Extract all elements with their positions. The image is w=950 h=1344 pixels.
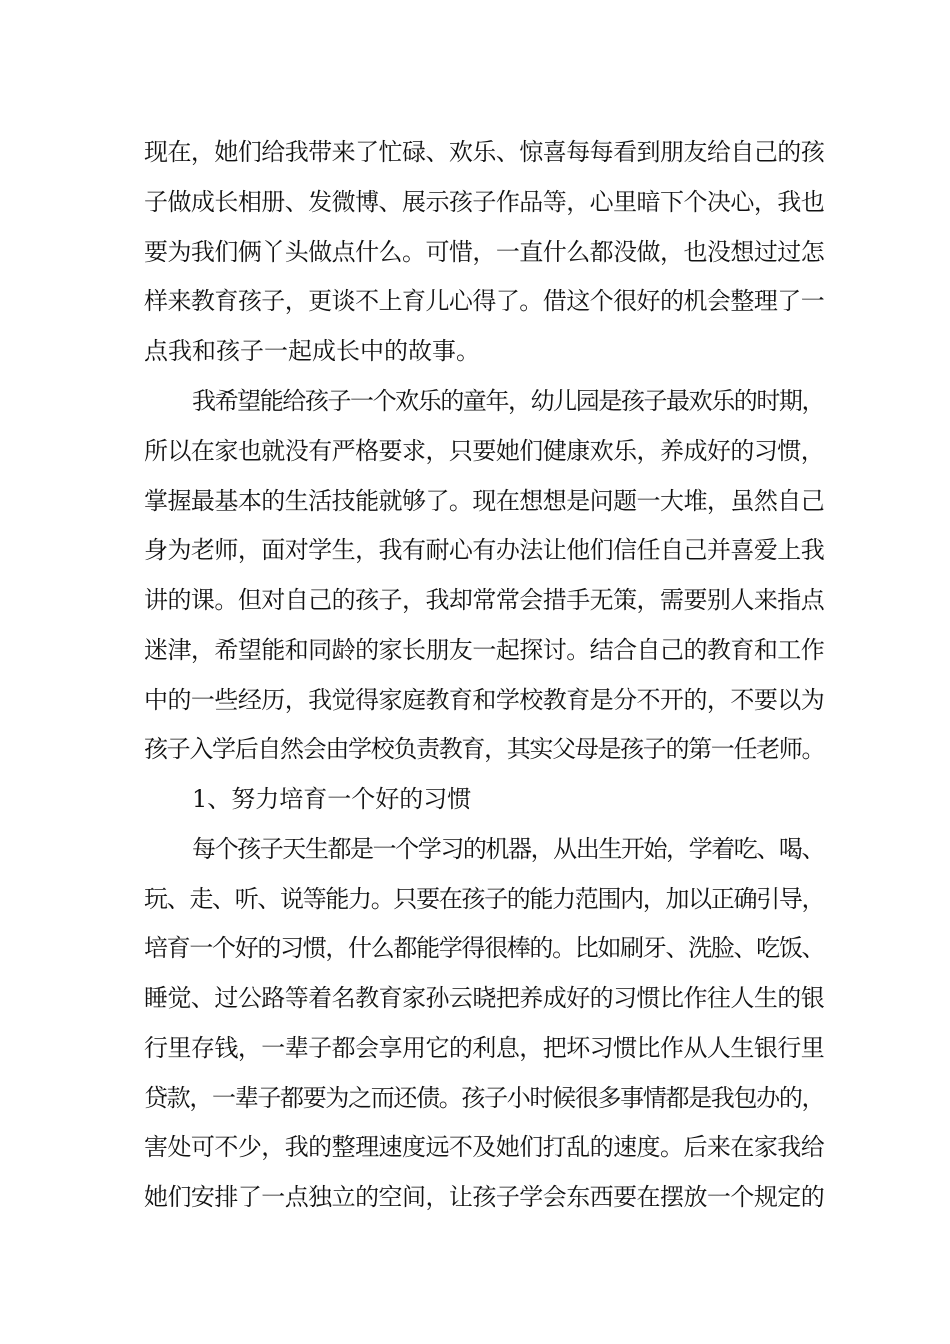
text-line: 掌握最基本的生活技能就够了。现在想想是问题一大堆，虽然自己 xyxy=(144,487,824,515)
text-line: 样来教育孩子，更谈不上育儿心得了。借这个很好的机会整理了一 xyxy=(144,287,824,315)
text-line: 睡觉、过公路等着名教育家孙云晓把养成好的习惯比作往人生的银 xyxy=(144,984,824,1012)
text-line: 贷款，一辈子都要为之而还债。孩子小时候很多事情都是我包办的， xyxy=(144,1084,824,1112)
text-line: 现在，她们给我带来了忙碌、欢乐、惊喜每每看到朋友给自己的孩 xyxy=(144,138,824,166)
paragraph-first-line: 我希望能给孩子一个欢乐的童年，幼儿园是孩子最欢乐的时期， xyxy=(192,387,824,415)
paragraph-first-line: 每个孩子天生都是一个学习的机器，从出生开始，学着吃、喝、 xyxy=(192,835,824,863)
text-line: 所以在家也就没有严格要求，只要她们健康欢乐，养成好的习惯， xyxy=(144,437,824,465)
text-line: 中的一些经历，我觉得家庭教育和学校教育是分不开的，不要以为 xyxy=(144,686,824,714)
text-line: 她们安排了一点独立的空间，让孩子学会东西要在摆放一个规定的 xyxy=(144,1183,824,1211)
text-line: 害处可不少，我的整理速度远不及她们打乱的速度。后来在家我给 xyxy=(144,1133,824,1161)
text-line: 培育一个好的习惯，什么都能学得很棒的。比如刷牙、洗脸、吃饭、 xyxy=(144,934,824,962)
text-line: 子做成长相册、发微博、展示孩子作品等，心里暗下个决心，我也 xyxy=(144,188,824,216)
text-line: 讲的课。但对自己的孩子，我却常常会措手无策，需要别人来指点 xyxy=(144,586,824,614)
section-heading: 1、努力培育一个好的习惯 xyxy=(192,785,472,813)
text-line: 身为老师，面对学生，我有耐心有办法让他们信任自己并喜爱上我 xyxy=(144,536,824,564)
text-line: 孩子入学后自然会由学校负责教育，其实父母是孩子的第一任老师。 xyxy=(144,735,824,763)
text-line: 迷津，希望能和同龄的家长朋友一起探讨。结合自己的教育和工作 xyxy=(144,636,824,664)
text-line: 玩、走、听、说等能力。只要在孩子的能力范围内，加以正确引导， xyxy=(144,885,824,913)
text-line: 要为我们俩丫头做点什么。可惜，一直什么都没做，也没想过过怎 xyxy=(144,238,824,266)
text-line: 行里存钱，一辈子都会享用它的利息，把坏习惯比作从人生银行里 xyxy=(144,1034,824,1062)
text-line: 点我和孩子一起成长中的故事。 xyxy=(144,337,480,365)
